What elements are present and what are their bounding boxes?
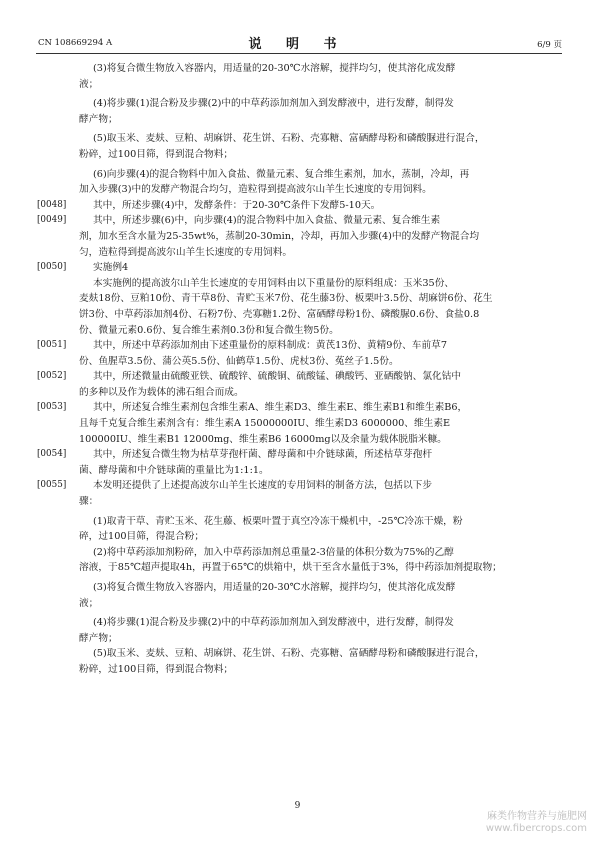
line-text: 粉碎，过100目筛，得到混合物料； xyxy=(79,663,234,675)
text-line xyxy=(79,229,563,245)
line-text: 菌、酵母菌和中介链球菌的重量比为1:1:1。 xyxy=(79,464,269,476)
text-line xyxy=(93,514,563,530)
text-line xyxy=(37,213,563,229)
line-text: 剂，加水至含水量为25-35wt%，蒸制20-30min，冷却，再加入步骤(4)中的发酵产物混合均 xyxy=(79,230,480,242)
text-line xyxy=(79,463,563,479)
paragraph-number: [0054] xyxy=(37,449,67,460)
text-line xyxy=(93,545,563,561)
line-text: 液； xyxy=(79,78,99,90)
text-line xyxy=(93,96,563,112)
text-line xyxy=(93,646,563,662)
line-text: 酵产物； xyxy=(79,113,118,125)
line-text: 其中，所述中草药添加剂由下述重量份的原料制成：黄芪13份、黄精9份、车前草7 xyxy=(93,340,448,352)
text-line xyxy=(79,182,563,198)
line-text: 粉碎，过100目筛，得到混合物料； xyxy=(79,148,234,160)
paragraph-number: [0048] xyxy=(37,199,67,210)
document-body xyxy=(37,61,563,678)
line-text: 份、微量元素0.6份、复合维生素剂0.3份和复合微生物5份。 xyxy=(79,324,339,336)
line-text: 其中，所述步骤(6)中，向步骤(4)的混合物料中加入食盐、微量元素、复合维生素 xyxy=(93,215,441,227)
text-line xyxy=(79,631,563,647)
text-line xyxy=(37,478,563,494)
text-line xyxy=(37,369,563,385)
line-text: (5)取玉米、麦麸、豆粕、胡麻饼、花生饼、石粉、壳寡糖、富硒酵母粉和磷酸脲进行混合， xyxy=(93,133,485,145)
text-line xyxy=(37,400,563,416)
line-text: 麦麸18份、豆粕10份、青干草8份、青贮玉米7份、花生藤3份、板栗叶3.5份、胡麻饼6份、花生 xyxy=(79,293,493,305)
text-line xyxy=(93,615,563,631)
line-text: 酵产物； xyxy=(79,632,118,644)
text-line xyxy=(79,245,563,261)
paragraph-number: [0051] xyxy=(37,340,67,351)
text-line xyxy=(37,260,563,276)
header-divider xyxy=(36,53,562,54)
line-text: 的多种以及作为载体的沸石组合而成。 xyxy=(79,386,244,398)
text-line xyxy=(79,529,563,545)
text-line xyxy=(79,291,563,307)
line-text: 匀，造粒得到提高波尔山羊生长速度的专用饲料。 xyxy=(79,246,293,258)
watermark-url: www.fibercrops.com xyxy=(485,823,587,834)
paragraph-number: [0052] xyxy=(37,371,67,382)
text-line xyxy=(79,560,563,576)
line-text: 其中，所述步骤(4)中，发酵条件：于20-30℃条件下发酵5-10天。 xyxy=(93,199,381,211)
text-line xyxy=(79,307,563,323)
page-number: 9 xyxy=(294,801,301,811)
line-text: 溶液，于85℃超声提取4h，再置于65℃的烘箱中，烘干至含水量低于3%，得中药添加剂提取物； xyxy=(79,562,502,574)
line-text: (4)将步骤(1)混合粉及步骤(2)中的中草药添加剂加入到发酵液中，进行发酵，制得发 xyxy=(93,617,454,629)
line-text: 加入步骤(3)中的发酵产物混合均匀，造粒得到提高波尔山羊生长速度的专用饲料。 xyxy=(79,184,432,196)
line-text: 100000IU、维生素B1 12000mg、维生素B6 16000mg以及余量为载体脱脂米糠。 xyxy=(79,433,447,445)
line-text: (3)将复合微生物放入容器内，用适量的20-30℃水溶解，搅拌均匀，使其溶化成发酵 xyxy=(93,582,456,593)
page-indicator: 6/9 页 xyxy=(537,40,562,50)
text-line xyxy=(79,77,563,93)
text-line xyxy=(79,147,563,163)
line-text: 碎，过100目筛，得混合粉； xyxy=(79,531,205,543)
line-text: 其中，所述微量由硫酸亚铁、硫酸锌、硫酸铜、硫酸锰、碘酸钙、亚硒酸钠、氯化钴中 xyxy=(93,371,462,383)
text-line xyxy=(37,198,563,214)
text-line xyxy=(37,447,563,463)
line-text: 骤： xyxy=(79,496,99,508)
line-text: (3)将复合微生物放入容器内，用适量的20-30℃水溶解，搅拌均匀，使其溶化成发酵 xyxy=(93,63,456,74)
text-line xyxy=(79,354,563,370)
line-text: 饼3份、中草药添加剂4份、石粉7份、壳寡糖1.2份、富硒酵母粉1份、磷酸脲0.6份、食盐0.8 xyxy=(79,308,480,320)
line-text: (5)取玉米、麦麸、豆粕、胡麻饼、花生饼、石粉、壳寡糖、富硒酵母粉和磷酸脲进行混合， xyxy=(93,648,485,660)
watermark-name: 麻类作物营养与施肥网 xyxy=(487,811,587,822)
line-text: (4)将步骤(1)混合粉及步骤(2)中的中草药添加剂加入到发酵液中，进行发酵，制得发 xyxy=(93,98,454,110)
line-text: 液； xyxy=(79,597,99,609)
paragraph-number: [0053] xyxy=(37,402,67,413)
text-line xyxy=(79,112,563,128)
text-line xyxy=(79,596,563,612)
text-line xyxy=(93,61,563,77)
patent-number: CN 108669294 A xyxy=(38,38,113,48)
line-text: 本发明还提供了上述提高波尔山羊生长速度的专用饲料的制备方法，包括以下步 xyxy=(93,480,433,492)
text-line xyxy=(79,385,563,401)
text-line xyxy=(79,432,563,448)
text-line xyxy=(79,323,563,339)
line-text: (2)将中草药添加剂粉碎，加入中草药添加剂总重量2-3倍量的体积分数为75%的乙醇 xyxy=(93,546,454,558)
line-text: 份、鱼腥草3.5份、蒲公英5.5份、仙鹤草1.5份、虎杖3份、菟丝子1.5份。 xyxy=(79,355,399,367)
text-line xyxy=(93,131,563,147)
text-line xyxy=(37,338,563,354)
line-text: 其中，所述复合微生物为枯草芽孢杆菌、酵母菌和中介链球菌，所述枯草芽孢杆 xyxy=(93,449,433,461)
text-line xyxy=(79,494,563,510)
line-text: (1)取青干草、青贮玉米、花生藤、板栗叶置于真空冷冻干燥机中，-25℃冷冻干燥，粉 xyxy=(93,515,463,527)
paragraph-number: [0049] xyxy=(37,215,67,226)
line-text: (6)向步骤(4)的混合物料中加入食盐、微量元素、复合维生素剂，加水，蒸制，冷却，再 xyxy=(93,168,470,180)
line-text: 本实施例的提高波尔山羊生长速度的专用饲料由以下重量份的原料组成：玉米35份、 xyxy=(93,277,455,289)
paragraph-number: [0055] xyxy=(37,480,67,491)
paragraph-number: [0050] xyxy=(37,262,67,273)
watermark xyxy=(486,811,587,835)
document-title: 说 明 书 xyxy=(248,37,347,52)
text-line xyxy=(93,276,563,292)
text-line xyxy=(93,167,563,183)
text-line xyxy=(79,416,563,432)
line-text: 其中，所述复合维生素剂包含维生素A、维生素D3、维生素E、维生素B1和维生素B6， xyxy=(93,402,468,414)
line-text: 且每千克复合维生素剂含有：维生素A 15000000IU、维生素D3 6000000、维生素E xyxy=(79,418,451,430)
line-text: 实施例4 xyxy=(93,262,129,274)
text-line xyxy=(79,662,563,678)
text-line xyxy=(93,580,563,596)
